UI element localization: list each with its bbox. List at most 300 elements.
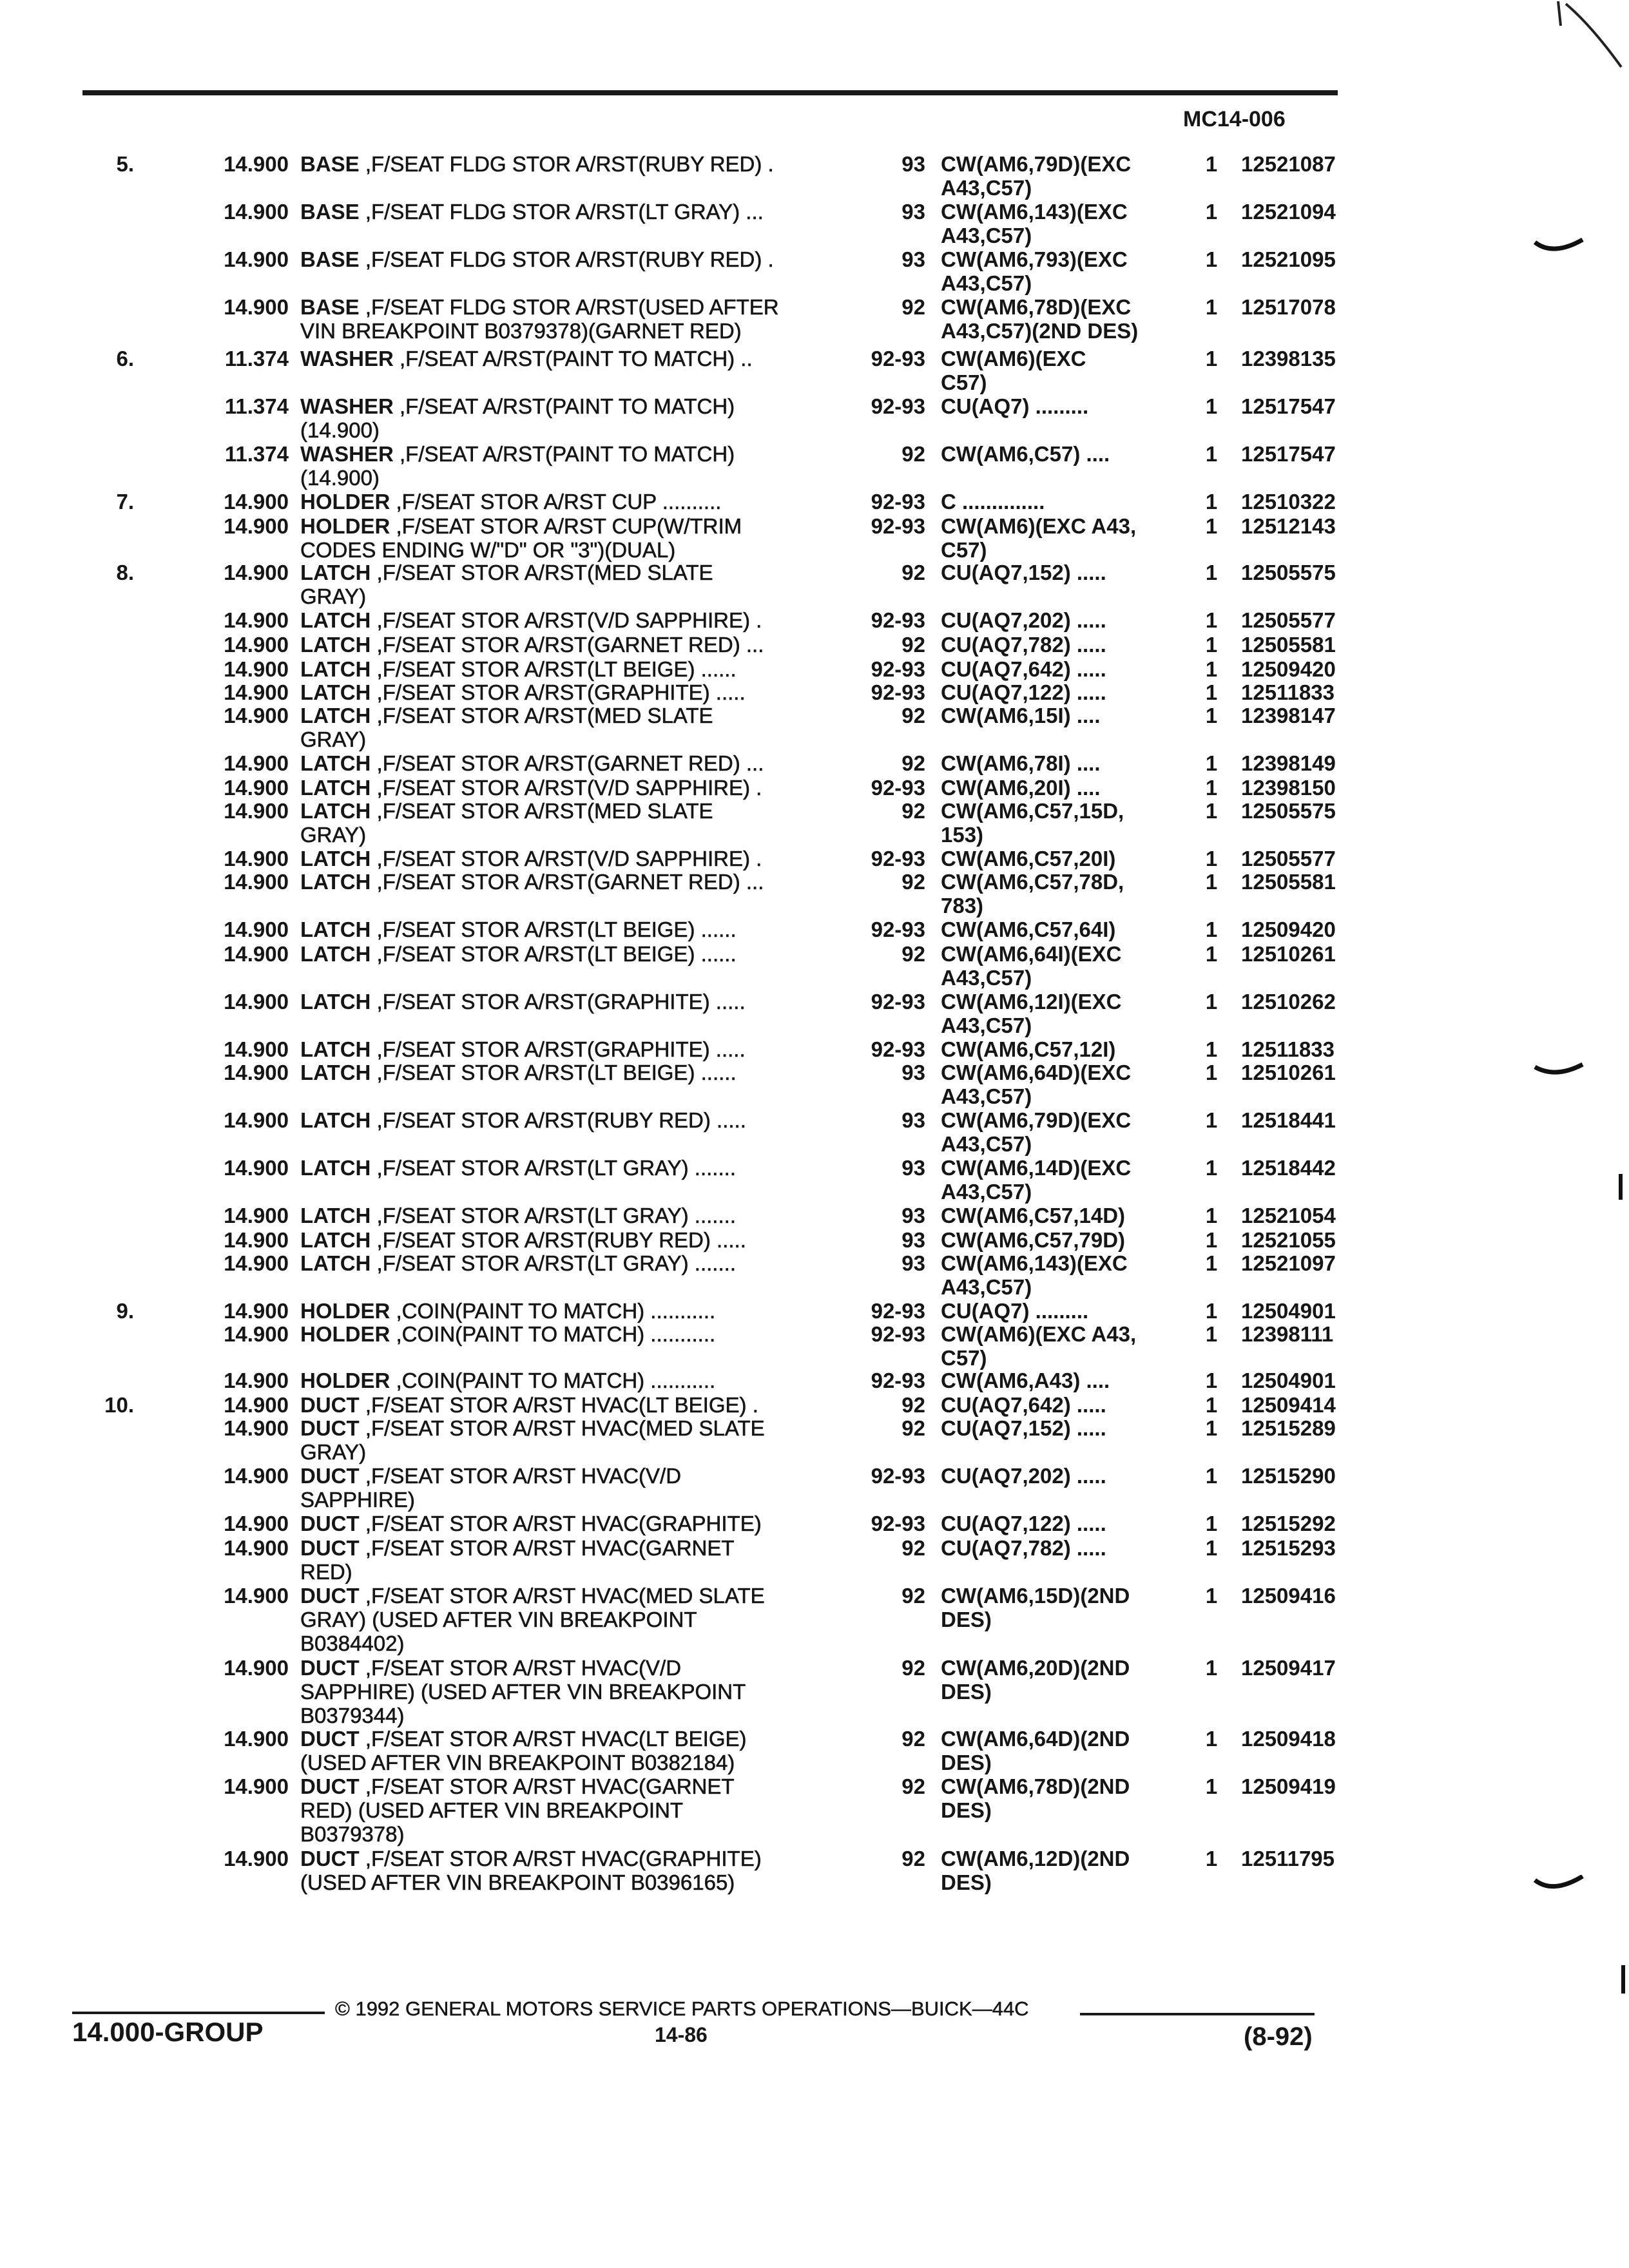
model-year: 93 xyxy=(901,1251,925,1275)
part-description xyxy=(300,1156,842,1180)
part-name: WASHER xyxy=(300,394,394,418)
usage-code: CW(AM6,C57,78D, 783) xyxy=(941,870,1124,918)
quantity: 1 xyxy=(1205,751,1218,775)
part-detail: ,F/SEAT STOR A/RST(LT GRAY) ....... xyxy=(376,1204,736,1227)
group-number: 14.900 xyxy=(224,799,289,823)
part-name: LATCH xyxy=(300,847,371,870)
part-name: DUCT xyxy=(300,1584,360,1608)
parts-row xyxy=(0,1584,1383,1655)
corner-scan-mark xyxy=(1547,0,1629,77)
model-year: 92-93 xyxy=(871,1512,925,1535)
part-number: 12521055 xyxy=(1241,1228,1336,1252)
parts-row xyxy=(0,751,1383,775)
parts-row xyxy=(0,200,1383,247)
part-number: 12518441 xyxy=(1241,1108,1336,1132)
part-description xyxy=(300,1322,842,1346)
usage-code: CW(AM6,20I) .... xyxy=(941,776,1101,800)
quantity: 1 xyxy=(1205,1369,1218,1392)
model-year: 92-93 xyxy=(871,657,925,681)
part-description xyxy=(300,1416,842,1464)
part-name: LATCH xyxy=(300,633,371,657)
quantity: 1 xyxy=(1205,1156,1218,1180)
model-year: 92-93 xyxy=(871,1299,925,1323)
quantity: 1 xyxy=(1205,1656,1218,1680)
part-number: 12509416 xyxy=(1241,1584,1336,1608)
part-number: 12505577 xyxy=(1241,847,1336,870)
model-year: 93 xyxy=(901,1108,925,1132)
group-number: 14.900 xyxy=(224,942,289,966)
usage-code: CW(AM6,78D)(EXC A43,C57)(2ND DES) xyxy=(941,295,1139,343)
parts-row xyxy=(0,799,1383,847)
group-number: 14.900 xyxy=(224,1369,289,1392)
quantity: 1 xyxy=(1205,776,1218,800)
model-year: 92 xyxy=(901,1584,925,1608)
part-number: 12510322 xyxy=(1241,490,1336,514)
model-year: 92 xyxy=(901,1656,925,1680)
model-year: 92 xyxy=(901,561,925,584)
parts-row xyxy=(0,1228,1383,1252)
part-detail: ,F/SEAT STOR A/RST(V/D SAPPHIRE) . xyxy=(376,608,762,632)
group-number: 14.900 xyxy=(224,1416,289,1440)
part-detail: ,F/SEAT STOR A/RST HVAC(GRAPHITE) (USED AFTER VIN BREAKPOINT B0396165) xyxy=(300,1847,762,1894)
parts-row xyxy=(0,918,1383,941)
quantity: 1 xyxy=(1205,561,1218,584)
part-detail: ,F/SEAT STOR A/RST(LT BEIGE) ...... xyxy=(376,657,737,681)
model-year: 93 xyxy=(901,1228,925,1252)
edge-mark-2 xyxy=(1621,1965,1625,1994)
parts-row xyxy=(0,1536,1383,1584)
model-year: 92-93 xyxy=(871,1037,925,1061)
parts-row xyxy=(0,704,1383,751)
usage-code: CW(AM6,A43) .... xyxy=(941,1369,1110,1392)
group-number: 14.900 xyxy=(224,918,289,941)
parts-row xyxy=(0,990,1383,1037)
part-name: DUCT xyxy=(300,1464,360,1488)
part-detail: ,F/SEAT STOR A/RST(GARNET RED) ... xyxy=(376,870,764,894)
quantity: 1 xyxy=(1205,1416,1218,1440)
model-year: 92 xyxy=(901,442,925,466)
parts-row xyxy=(0,1108,1383,1156)
usage-code: CW(AM6,143)(EXC A43,C57) xyxy=(941,1251,1128,1299)
part-description xyxy=(300,1228,842,1252)
part-name: LATCH xyxy=(300,1204,371,1227)
ref-number: 6. xyxy=(116,347,134,370)
part-description xyxy=(300,247,842,271)
part-description xyxy=(300,561,842,608)
quantity: 1 xyxy=(1205,1393,1218,1417)
usage-code: CW(AM6,15D)(2ND DES) xyxy=(941,1584,1130,1631)
part-description xyxy=(300,1037,842,1061)
group-number: 14.900 xyxy=(224,1299,289,1323)
parts-row xyxy=(0,1251,1383,1299)
part-detail: ,F/SEAT FLDG STOR A/RST(USED AFTER VIN BREAKPOINT B0379378)(GARNET RED) xyxy=(300,295,779,343)
part-description xyxy=(300,1369,842,1392)
part-description xyxy=(300,1656,842,1727)
quantity: 1 xyxy=(1205,1774,1218,1798)
part-detail: ,F/SEAT STOR A/RST(LT GRAY) ....... xyxy=(376,1156,736,1180)
group-number: 14.900 xyxy=(224,633,289,657)
part-detail: ,F/SEAT A/RST(PAINT TO MATCH) (14.900) xyxy=(300,442,735,490)
part-name: HOLDER xyxy=(300,514,390,538)
part-number: 12521087 xyxy=(1241,152,1336,176)
part-name: WASHER xyxy=(300,347,394,370)
part-detail: ,F/SEAT STOR A/RST(LT GRAY) ....... xyxy=(376,1251,736,1275)
usage-code: CW(AM6,78D)(2ND DES) xyxy=(941,1774,1130,1822)
model-year: 92 xyxy=(901,751,925,775)
part-number: 12521095 xyxy=(1241,247,1336,271)
model-year: 92-93 xyxy=(871,776,925,800)
part-name: BASE xyxy=(300,200,360,224)
group-number: 14.900 xyxy=(224,200,289,224)
part-description xyxy=(300,1847,842,1894)
part-number: 12398135 xyxy=(1241,347,1336,370)
model-year: 92-93 xyxy=(871,847,925,870)
edge-mark-1 xyxy=(1619,1174,1623,1200)
usage-code: CW(AM6,793)(EXC A43,C57) xyxy=(941,247,1128,295)
parts-row xyxy=(0,1464,1383,1512)
usage-code: C .............. xyxy=(941,490,1045,514)
part-detail: ,F/SEAT STOR A/RST HVAC(MED SLATE GRAY) (USED AFTER VIN BREAKPOINT B0384402) xyxy=(300,1584,765,1655)
model-year: 92 xyxy=(901,1847,925,1870)
part-description xyxy=(300,1108,842,1132)
model-year: 92-93 xyxy=(871,347,925,370)
group-number: 14.900 xyxy=(224,1037,289,1061)
parts-row xyxy=(0,776,1383,800)
group-number: 14.900 xyxy=(224,1061,289,1084)
quantity: 1 xyxy=(1205,1847,1218,1870)
group-number: 14.900 xyxy=(224,1727,289,1751)
part-description xyxy=(300,847,842,870)
part-description xyxy=(300,347,842,370)
quantity: 1 xyxy=(1205,1228,1218,1252)
usage-code: CW(AM6,12D)(2ND DES) xyxy=(941,1847,1130,1894)
part-detail: ,F/SEAT STOR A/RST(GARNET RED) ... xyxy=(376,751,764,775)
part-name: LATCH xyxy=(300,657,371,681)
usage-code: CW(AM6,C57,12I) xyxy=(941,1037,1116,1061)
usage-code: CW(AM6,14D)(EXC A43,C57) xyxy=(941,1156,1132,1204)
part-detail: ,F/SEAT STOR A/RST(LT BEIGE) ...... xyxy=(376,918,737,941)
parts-row xyxy=(0,152,1383,200)
usage-code: CU(AQ7,642) ..... xyxy=(941,657,1106,681)
usage-code: CW(AM6,143)(EXC A43,C57) xyxy=(941,200,1128,247)
usage-code: CW(AM6)(EXC A43, C57) xyxy=(941,1322,1137,1370)
part-number: 12505577 xyxy=(1241,608,1336,632)
model-year: 92-93 xyxy=(871,1369,925,1392)
part-description xyxy=(300,1251,842,1275)
model-year: 92 xyxy=(901,633,925,657)
part-number: 12398111 xyxy=(1241,1322,1334,1346)
model-year: 92 xyxy=(901,1536,925,1560)
part-name: LATCH xyxy=(300,1061,371,1084)
footer-rule-right xyxy=(1080,2013,1315,2015)
ref-number: 7. xyxy=(116,490,134,514)
parts-row xyxy=(0,608,1383,632)
model-year: 93 xyxy=(901,1204,925,1227)
parts-row xyxy=(0,1393,1383,1417)
usage-code: CW(AM6,15I) .... xyxy=(941,704,1101,727)
part-description xyxy=(300,680,842,704)
part-number: 12509417 xyxy=(1241,1656,1336,1680)
part-name: BASE xyxy=(300,295,360,319)
model-year: 92-93 xyxy=(871,1464,925,1488)
part-number: 12517547 xyxy=(1241,442,1336,466)
usage-code: CW(AM6,64D)(EXC A43,C57) xyxy=(941,1061,1132,1108)
ref-number: 8. xyxy=(116,561,134,584)
footer-page-number: 14-86 xyxy=(655,2023,708,2046)
group-number: 14.900 xyxy=(224,490,289,514)
part-description xyxy=(300,1512,842,1535)
usage-code: CU(AQ7) ......... xyxy=(941,394,1089,418)
part-number: 12512143 xyxy=(1241,514,1336,538)
group-number: 14.900 xyxy=(224,776,289,800)
part-name: HOLDER xyxy=(300,1369,390,1392)
usage-code: CW(AM6,C57,15D, 153) xyxy=(941,799,1124,847)
quantity: 1 xyxy=(1205,347,1218,370)
part-name: LATCH xyxy=(300,680,371,704)
group-number: 14.900 xyxy=(224,1156,289,1180)
part-number: 12521097 xyxy=(1241,1251,1336,1275)
part-description xyxy=(300,990,842,1014)
group-number: 11.374 xyxy=(224,347,289,370)
part-number: 12521094 xyxy=(1241,200,1336,224)
part-name: LATCH xyxy=(300,776,371,800)
usage-code: CU(AQ7,202) ..... xyxy=(941,1464,1106,1488)
parts-row xyxy=(0,1156,1383,1204)
quantity: 1 xyxy=(1205,918,1218,941)
usage-code: CW(AM6,78I) .... xyxy=(941,751,1101,775)
part-name: LATCH xyxy=(300,1251,371,1275)
group-number: 14.900 xyxy=(224,295,289,319)
part-number: 12509420 xyxy=(1241,918,1336,941)
model-year: 92-93 xyxy=(871,1322,925,1346)
part-detail: ,F/SEAT STOR A/RST CUP .......... xyxy=(396,490,722,514)
ref-number: 10. xyxy=(104,1393,134,1417)
group-number: 14.900 xyxy=(224,152,289,176)
footer-date: (8-92) xyxy=(1244,2023,1313,2051)
part-number: 12517547 xyxy=(1241,394,1336,418)
group-number: 14.900 xyxy=(224,1512,289,1535)
quantity: 1 xyxy=(1205,990,1218,1014)
parts-row xyxy=(0,1512,1383,1535)
quantity: 1 xyxy=(1205,1204,1218,1227)
part-description xyxy=(300,1061,842,1084)
footer-group-label: 14.000-GROUP xyxy=(72,2017,264,2047)
quantity: 1 xyxy=(1205,1727,1218,1751)
part-description xyxy=(300,704,842,751)
part-name: DUCT xyxy=(300,1416,360,1440)
usage-code: CW(AM6,C57,79D) xyxy=(941,1228,1126,1252)
model-year: 92 xyxy=(901,704,925,727)
quantity: 1 xyxy=(1205,1251,1218,1275)
part-description xyxy=(300,870,842,894)
quantity: 1 xyxy=(1205,1512,1218,1535)
model-year: 92-93 xyxy=(871,514,925,538)
part-name: HOLDER xyxy=(300,1322,390,1346)
group-number: 14.900 xyxy=(224,1251,289,1275)
usage-code: CW(AM6,C57,14D) xyxy=(941,1204,1126,1227)
parts-row xyxy=(0,1416,1383,1464)
usage-code: CU(AQ7,122) ..... xyxy=(941,1512,1106,1535)
group-number: 14.900 xyxy=(224,1464,289,1488)
part-description xyxy=(300,1774,842,1846)
page-code: MC14-006 xyxy=(1183,107,1286,131)
quantity: 1 xyxy=(1205,247,1218,271)
parts-row xyxy=(0,1299,1383,1323)
group-number: 14.900 xyxy=(224,1847,289,1870)
hole-mark-2 xyxy=(1534,1062,1585,1088)
part-name: DUCT xyxy=(300,1393,360,1417)
model-year: 92-93 xyxy=(871,490,925,514)
quantity: 1 xyxy=(1205,657,1218,681)
group-number: 14.900 xyxy=(224,680,289,704)
quantity: 1 xyxy=(1205,870,1218,894)
parts-row xyxy=(0,633,1383,657)
quantity: 1 xyxy=(1205,1061,1218,1084)
quantity: 1 xyxy=(1205,1584,1218,1608)
part-name: LATCH xyxy=(300,561,371,584)
part-detail: ,F/SEAT FLDG STOR A/RST(LT GRAY) ... xyxy=(365,200,764,224)
group-number: 14.900 xyxy=(224,608,289,632)
part-detail: ,COIN(PAINT TO MATCH) ........... xyxy=(396,1322,716,1346)
parts-row xyxy=(0,680,1383,704)
parts-row xyxy=(0,870,1383,918)
group-number: 14.900 xyxy=(224,1204,289,1227)
usage-code: CW(AM6,C57,64I) xyxy=(941,918,1116,941)
part-name: DUCT xyxy=(300,1847,360,1870)
part-detail: ,F/SEAT STOR A/RST(GRAPHITE) ..... xyxy=(376,680,746,704)
quantity: 1 xyxy=(1205,1464,1218,1488)
part-name: LATCH xyxy=(300,608,371,632)
quantity: 1 xyxy=(1205,704,1218,727)
ref-number: 5. xyxy=(116,152,134,176)
usage-code: CW(AM6,12I)(EXC A43,C57) xyxy=(941,990,1122,1037)
model-year: 93 xyxy=(901,1061,925,1084)
model-year: 93 xyxy=(901,200,925,224)
parts-row xyxy=(0,1774,1383,1846)
part-number: 12505581 xyxy=(1241,870,1336,894)
group-number: 14.900 xyxy=(224,561,289,584)
part-detail: ,F/SEAT FLDG STOR A/RST(RUBY RED) . xyxy=(365,247,774,271)
parts-row xyxy=(0,561,1383,608)
parts-row xyxy=(0,1656,1383,1727)
part-name: LATCH xyxy=(300,1228,371,1252)
parts-row xyxy=(0,847,1383,870)
part-description xyxy=(300,514,842,562)
part-description xyxy=(300,442,842,490)
part-name: LATCH xyxy=(300,918,371,941)
part-name: LATCH xyxy=(300,990,371,1014)
part-detail: ,F/SEAT STOR A/RST HVAC(V/D SAPPHIRE) (USED AFTER VIN BREAKPOINT B0379344) xyxy=(300,1656,746,1727)
quantity: 1 xyxy=(1205,1037,1218,1061)
quantity: 1 xyxy=(1205,1108,1218,1132)
part-description xyxy=(300,1536,842,1584)
usage-code: CW(AM6)(EXC C57) xyxy=(941,347,1086,394)
part-detail: ,F/SEAT STOR A/RST CUP(W/TRIM CODES ENDING W/"D" OR "3")(DUAL) xyxy=(300,514,742,562)
model-year: 92 xyxy=(901,1727,925,1751)
parts-row xyxy=(0,394,1383,442)
part-detail: ,F/SEAT FLDG STOR A/RST(RUBY RED) . xyxy=(365,152,774,176)
part-detail: ,F/SEAT STOR A/RST HVAC(LT BEIGE) (USED AFTER VIN BREAKPOINT B0382184) xyxy=(300,1727,747,1774)
usage-code: CW(AM6,C57) .... xyxy=(941,442,1110,466)
usage-code: CU(AQ7,152) ..... xyxy=(941,1416,1106,1440)
usage-code: CW(AM6,79D)(EXC A43,C57) xyxy=(941,152,1132,200)
quantity: 1 xyxy=(1205,847,1218,870)
part-number: 12505581 xyxy=(1241,633,1336,657)
group-number: 14.900 xyxy=(224,990,289,1014)
quantity: 1 xyxy=(1205,1322,1218,1346)
model-year: 92 xyxy=(901,1774,925,1798)
part-number: 12521054 xyxy=(1241,1204,1336,1227)
group-number: 14.900 xyxy=(224,1774,289,1798)
part-detail: ,F/SEAT A/RST(PAINT TO MATCH) (14.900) xyxy=(300,394,735,442)
usage-code: CU(AQ7,782) ..... xyxy=(941,1536,1106,1560)
part-detail: ,F/SEAT STOR A/RST HVAC(LT BEIGE) . xyxy=(365,1393,758,1417)
group-number: 14.900 xyxy=(224,847,289,870)
part-number: 12515290 xyxy=(1241,1464,1336,1488)
part-detail: ,F/SEAT STOR A/RST HVAC(V/D SAPPHIRE) xyxy=(300,1464,682,1512)
part-number: 12398149 xyxy=(1241,751,1336,775)
usage-code: CU(AQ7,782) ..... xyxy=(941,633,1106,657)
quantity: 1 xyxy=(1205,152,1218,176)
part-number: 12511795 xyxy=(1241,1847,1335,1870)
part-name: BASE xyxy=(300,152,360,176)
part-description xyxy=(300,1584,842,1655)
footer-copyright: © 1992 GENERAL MOTORS SERVICE PARTS OPERATIONS—BUICK—44C xyxy=(335,1997,1029,2020)
part-description xyxy=(300,1727,842,1774)
part-name: LATCH xyxy=(300,704,371,727)
parts-row xyxy=(0,1204,1383,1227)
part-number: 12509419 xyxy=(1241,1774,1336,1798)
parts-row xyxy=(0,1061,1383,1108)
quantity: 1 xyxy=(1205,608,1218,632)
part-name: HOLDER xyxy=(300,490,390,514)
parts-row xyxy=(0,347,1383,394)
part-number: 12398150 xyxy=(1241,776,1336,800)
group-number: 14.900 xyxy=(224,1228,289,1252)
group-number: 14.900 xyxy=(224,870,289,894)
part-detail: ,F/SEAT STOR A/RST HVAC(GRAPHITE) xyxy=(365,1512,762,1535)
model-year: 92-93 xyxy=(871,990,925,1014)
part-number: 12517078 xyxy=(1241,295,1336,319)
quantity: 1 xyxy=(1205,799,1218,823)
group-number: 14.900 xyxy=(224,1584,289,1608)
model-year: 92 xyxy=(901,799,925,823)
parts-row xyxy=(0,1369,1383,1392)
part-description xyxy=(300,1464,842,1512)
parts-row xyxy=(0,1037,1383,1061)
part-description xyxy=(300,608,842,632)
part-number: 12510262 xyxy=(1241,990,1336,1014)
model-year: 92 xyxy=(901,870,925,894)
part-description xyxy=(300,799,842,847)
parts-row xyxy=(0,514,1383,562)
usage-code: CU(AQ7,202) ..... xyxy=(941,608,1106,632)
quantity: 1 xyxy=(1205,942,1218,966)
part-number: 12504901 xyxy=(1241,1369,1336,1392)
parts-row xyxy=(0,442,1383,490)
part-detail: ,F/SEAT STOR A/RST(GARNET RED) ... xyxy=(376,633,764,657)
part-detail: ,F/SEAT STOR A/RST(LT BEIGE) ...... xyxy=(376,1061,737,1084)
group-number: 14.900 xyxy=(224,1393,289,1417)
part-detail: ,COIN(PAINT TO MATCH) ........... xyxy=(396,1299,716,1323)
part-detail: ,F/SEAT STOR A/RST(RUBY RED) ..... xyxy=(376,1228,746,1252)
quantity: 1 xyxy=(1205,200,1218,224)
group-number: 14.900 xyxy=(224,247,289,271)
hole-mark-3 xyxy=(1534,1875,1585,1901)
part-description xyxy=(300,1393,842,1417)
part-number: 12511833 xyxy=(1241,1037,1335,1061)
part-description xyxy=(300,200,842,224)
